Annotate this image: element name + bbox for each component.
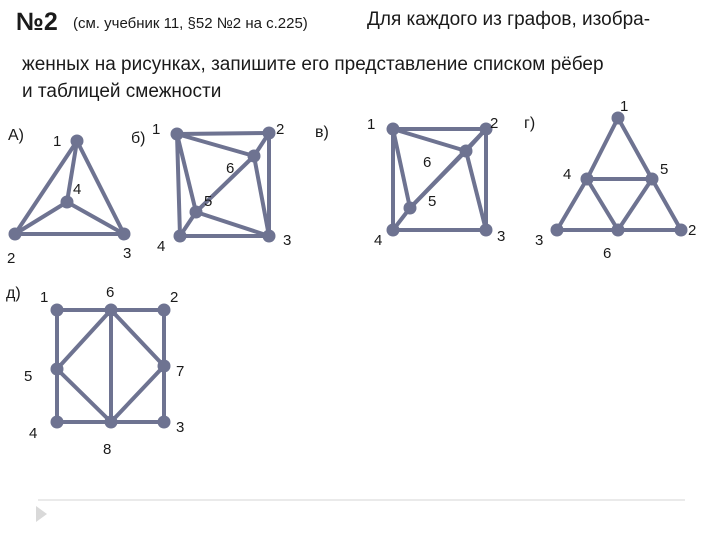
graph-v-node-label-4: 4 [374,232,383,249]
graph-b-node-label-4: 4 [157,238,166,255]
graph-a-title: А) [8,127,24,144]
graph-v-node-label-1: 1 [367,116,376,133]
graph-d [6,284,184,458]
graph-b-node-label-3: 3 [283,232,292,249]
graph-v-node-6 [460,145,473,158]
graph-v-node-label-3: 3 [497,228,506,245]
graph-g-node-2 [675,224,688,237]
graph-a-node-label-3: 3 [123,245,132,262]
graph-b-node-5 [190,206,203,219]
graph-g-node-3 [551,224,564,237]
graph-a-node-label-2: 2 [7,250,16,267]
graph-g-node-label-3: 3 [535,232,544,249]
graph-d-edge-5-8 [57,369,111,422]
graph-g [524,98,696,262]
graph-d-edge-7-8 [111,366,164,422]
graph-g-node-label-6: 6 [603,245,612,262]
graph-g-edge-4-6 [587,179,618,230]
task-text-line-1: Для каждого из графов, изобра- [367,9,651,30]
graph-d-node-6 [105,304,118,317]
graph-b [131,121,291,255]
graph-b-edge-1-6 [177,134,254,156]
play-arrow-icon[interactable] [36,506,47,522]
graph-v [315,115,505,249]
graph-v-node-5 [404,202,417,215]
graph-v-node-label-5: 5 [428,193,437,210]
graph-a-node-4 [61,196,74,209]
graph-b-node-label-2: 2 [276,121,285,138]
graph-b-edge-5-3 [196,212,269,236]
graph-d-title: д) [6,285,21,302]
graph-a-edge-2-4 [15,202,67,234]
graph-d-node-7 [158,360,171,373]
graph-g-edge-1-5 [618,118,652,179]
graph-v-node-label-2: 2 [490,115,499,132]
graph-b-edge-1-2 [177,133,269,134]
graph-a-node-label-1: 1 [53,133,62,150]
graph-g-edge-4-3 [557,179,587,230]
graph-d-node-1 [51,304,64,317]
graph-b-node-label-5: 5 [204,193,213,210]
graph-b-node-4 [174,230,187,243]
graph-d-node-label-8: 8 [103,441,112,458]
graph-g-node-label-4: 4 [563,166,572,183]
graph-d-edge-6-7 [111,310,164,366]
graph-b-node-1 [171,128,184,141]
graph-d-node-2 [158,304,171,317]
graph-v-node-label-6: 6 [423,154,432,171]
graph-a-node-1 [71,135,84,148]
task-reference: (см. учебник 11, §52 №2 на с.225) [73,15,308,32]
graph-d-node-label-3: 3 [176,419,185,436]
graph-d-node-label-7: 7 [176,363,185,380]
graph-d-node-label-2: 2 [170,289,179,306]
graph-a [7,127,131,267]
graph-b-node-label-1: 1 [152,121,161,138]
graph-v-node-4 [387,224,400,237]
graph-d-node-label-5: 5 [24,368,33,385]
graph-g-title: г) [524,115,536,132]
graph-v-node-1 [387,123,400,136]
graph-b-node-2 [263,127,276,140]
graph-g-edge-1-4 [587,118,618,179]
graph-g-node-label-2: 2 [688,222,697,239]
graph-g-node-5 [646,173,659,186]
graph-g-edge-5-2 [652,179,681,230]
graph-d-edge-6-5 [57,310,111,369]
graph-d-node-label-6: 6 [106,284,115,301]
graph-v-title: в) [315,124,329,141]
graph-g-node-label-1: 1 [620,98,629,115]
graph-a-node-2 [9,228,22,241]
task-text-line-2: женных на рисунках, запишите его представление списком рёбер [22,54,604,75]
graph-d-node-5 [51,363,64,376]
graph-b-node-label-6: 6 [226,160,235,177]
graph-g-node-label-5: 5 [660,161,669,178]
graph-b-edge-6-3 [254,156,269,236]
graph-d-node-8 [105,416,118,429]
graph-g-edge-5-6 [618,179,652,230]
graph-d-node-4 [51,416,64,429]
graph-v-edge-1-6 [393,129,466,151]
graph-v-edge-6-3 [466,151,486,230]
graph-d-node-label-4: 4 [29,425,38,442]
graph-g-node-4 [581,173,594,186]
graph-v-edge-1-5 [393,129,410,208]
graph-v-edge-5-2 [410,129,486,208]
graph-b-node-6 [248,150,261,163]
graph-d-node-3 [158,416,171,429]
graph-b-title: б) [131,130,146,147]
graph-g-node-6 [612,224,625,237]
graph-d-node-label-1: 1 [40,289,49,306]
graph-a-node-3 [118,228,131,241]
task-number: №2 [16,8,58,36]
graph-a-node-label-4: 4 [73,181,82,198]
graph-v-node-3 [480,224,493,237]
graph-b-node-3 [263,230,276,243]
task-text-line-3: и таблицей смежности [22,81,222,102]
